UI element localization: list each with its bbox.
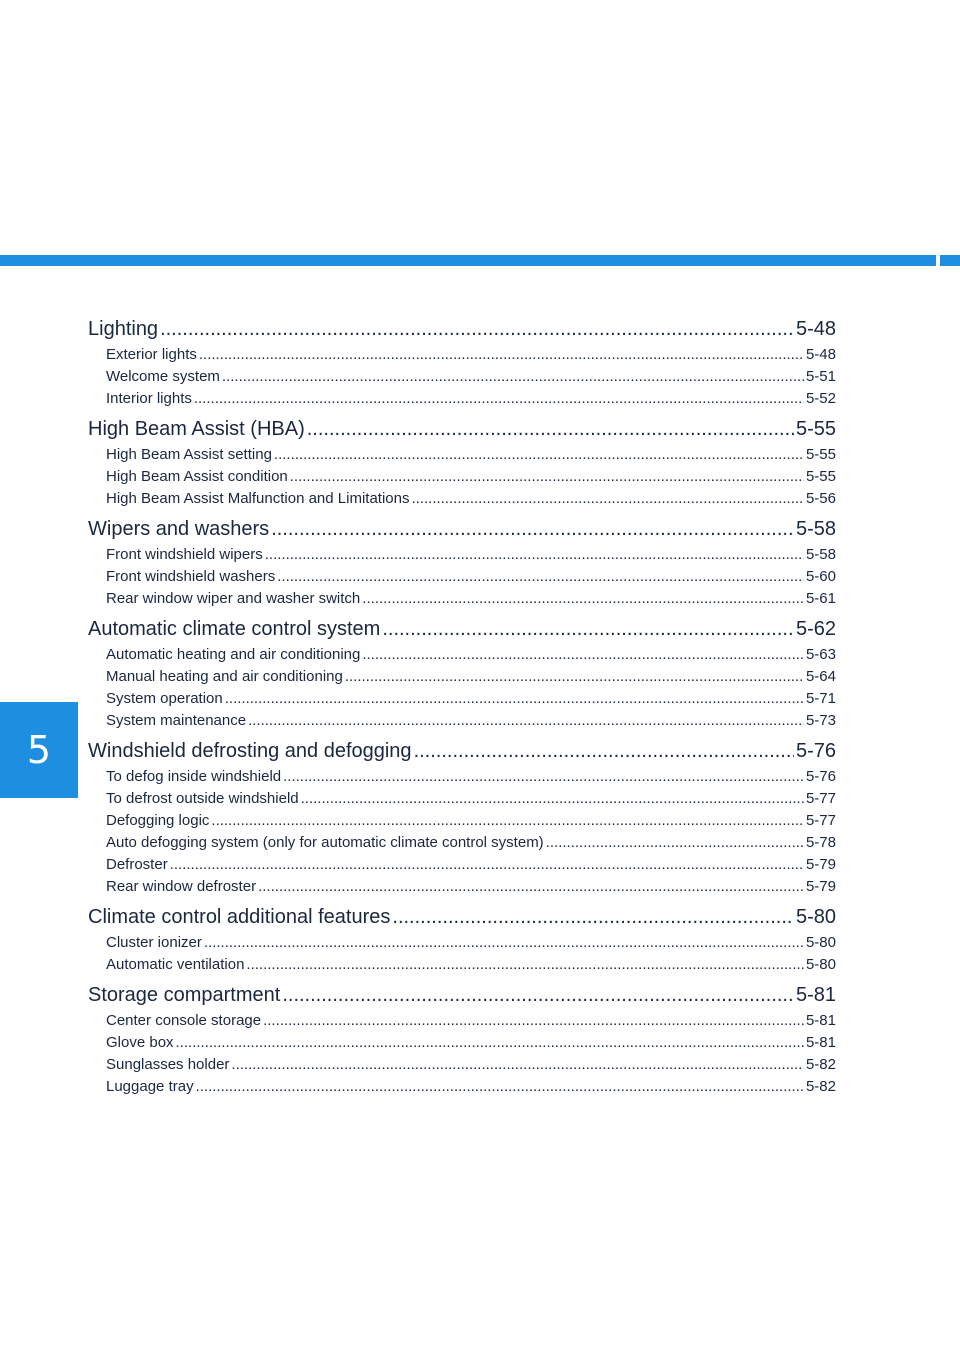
dot-leader — [290, 466, 804, 488]
dot-leader — [194, 388, 804, 410]
toc-entry-page: 5-55 — [805, 468, 836, 485]
toc-entry-page: 5-56 — [805, 490, 836, 507]
dot-leader — [246, 954, 804, 976]
toc-entry-title: Automatic ventilation — [106, 956, 245, 973]
toc-section — [88, 514, 836, 614]
toc-entry-page: 5-81 — [805, 1012, 836, 1029]
toc-entry-page: 5-80 — [805, 956, 836, 973]
toc-entry-title: High Beam Assist setting — [106, 446, 272, 463]
toc-entry-page: 5-80 — [805, 934, 836, 951]
toc-heading-page: 5-58 — [795, 518, 836, 540]
toc-entry-title: To defog inside windshield — [106, 768, 282, 785]
toc-section — [88, 314, 836, 414]
toc-entry[interactable] — [88, 344, 836, 366]
toc-entry[interactable] — [88, 854, 836, 876]
toc-heading-page: 5-76 — [795, 740, 836, 762]
dot-leader — [282, 980, 794, 1010]
dot-leader — [225, 688, 804, 710]
dot-leader — [411, 488, 803, 510]
dot-leader — [211, 810, 804, 832]
toc-entry[interactable] — [88, 666, 836, 688]
section-gap — [88, 1098, 836, 1102]
toc-entry-page: 5-63 — [805, 646, 836, 663]
toc-heading-title: Windshield defrosting and defogging — [88, 740, 412, 762]
toc-heading-page: 5-80 — [795, 906, 836, 928]
dot-leader — [382, 614, 794, 644]
toc-heading-title: Climate control additional features — [88, 906, 391, 928]
dot-leader — [362, 588, 804, 610]
toc-heading-title: Wipers and washers — [88, 518, 270, 540]
toc-entry[interactable] — [88, 544, 836, 566]
dot-leader — [301, 788, 804, 810]
dot-leader — [170, 854, 804, 876]
toc-entry[interactable] — [88, 466, 836, 488]
dot-leader — [265, 544, 804, 566]
toc-entry-title: Welcome system — [106, 368, 220, 385]
toc-section — [88, 736, 836, 902]
toc-entry-title: System operation — [106, 690, 223, 707]
toc-entry-title: Manual heating and air conditioning — [106, 668, 343, 685]
dot-leader — [271, 514, 794, 544]
header-band-notch — [936, 255, 940, 266]
toc-entry-page: 5-81 — [805, 1034, 836, 1051]
toc-heading-page: 5-62 — [795, 618, 836, 640]
toc-section — [88, 414, 836, 514]
toc-heading[interactable] — [88, 902, 836, 932]
toc-entry[interactable] — [88, 1032, 836, 1054]
toc-entry[interactable] — [88, 688, 836, 710]
dot-leader — [362, 644, 804, 666]
toc-heading-title: Lighting — [88, 318, 159, 340]
toc-entry-title: Cluster ionizer — [106, 934, 202, 951]
table-of-contents — [88, 314, 836, 1102]
toc-heading[interactable] — [88, 980, 836, 1010]
dot-leader — [392, 902, 794, 932]
toc-entry-page: 5-48 — [805, 346, 836, 363]
toc-entry[interactable] — [88, 444, 836, 466]
toc-entry-page: 5-55 — [805, 446, 836, 463]
toc-entry-title: Defroster — [106, 856, 168, 873]
toc-entry-title: Exterior lights — [106, 346, 197, 363]
toc-entry-title: Automatic heating and air conditioning — [106, 646, 361, 663]
toc-entry-title: Auto defogging system (only for automatic climate control system) — [106, 834, 544, 851]
toc-entry[interactable] — [88, 766, 836, 788]
toc-entry[interactable] — [88, 588, 836, 610]
toc-section — [88, 614, 836, 736]
toc-entry[interactable] — [88, 1054, 836, 1076]
dot-leader — [204, 932, 804, 954]
toc-entry[interactable] — [88, 1076, 836, 1098]
toc-entry-title: Front windshield washers — [106, 568, 276, 585]
dot-leader — [222, 366, 804, 388]
toc-entry[interactable] — [88, 388, 836, 410]
dot-leader — [274, 444, 804, 466]
toc-entry-page: 5-51 — [805, 368, 836, 385]
toc-entry-title: Center console storage — [106, 1012, 262, 1029]
dot-leader — [345, 666, 804, 688]
toc-entry-title: Rear window wiper and washer switch — [106, 590, 361, 607]
toc-entry-page: 5-82 — [805, 1056, 836, 1073]
toc-entry[interactable] — [88, 832, 836, 854]
dot-leader — [196, 1076, 804, 1098]
toc-entry-page: 5-77 — [805, 812, 836, 829]
dot-leader — [160, 314, 794, 344]
toc-heading-page: 5-48 — [795, 318, 836, 340]
dot-leader — [277, 566, 804, 588]
chapter-header-band — [0, 255, 960, 266]
toc-entry-title: Rear window defroster — [106, 878, 257, 895]
toc-entry[interactable] — [88, 566, 836, 588]
chapter-tab[interactable] — [0, 702, 78, 798]
toc-entry[interactable] — [88, 644, 836, 666]
toc-heading[interactable] — [88, 514, 836, 544]
toc-entry-page: 5-52 — [805, 390, 836, 407]
toc-heading-title: High Beam Assist (HBA) — [88, 418, 305, 440]
toc-entry-title: High Beam Assist condition — [106, 468, 288, 485]
toc-entry-page: 5-79 — [805, 878, 836, 895]
toc-entry-title: To defrost outside windshield — [106, 790, 299, 807]
toc-entry-page: 5-73 — [805, 712, 836, 729]
toc-entry-title: Front windshield wipers — [106, 546, 263, 563]
toc-entry-title: High Beam Assist Malfunction and Limitations — [106, 490, 410, 507]
toc-heading-page: 5-55 — [795, 418, 836, 440]
dot-leader — [258, 876, 804, 898]
toc-heading-title: Storage compartment — [88, 984, 281, 1006]
toc-entry[interactable] — [88, 488, 836, 510]
toc-entry-page: 5-77 — [805, 790, 836, 807]
toc-entry[interactable] — [88, 710, 836, 732]
toc-section — [88, 902, 836, 980]
toc-heading-title: Automatic climate control system — [88, 618, 381, 640]
toc-entry-page: 5-71 — [805, 690, 836, 707]
dot-leader — [176, 1032, 804, 1054]
toc-heading-page: 5-81 — [795, 984, 836, 1006]
dot-leader — [283, 766, 804, 788]
toc-entry-page: 5-82 — [805, 1078, 836, 1095]
toc-heading[interactable] — [88, 414, 836, 444]
toc-entry[interactable] — [88, 366, 836, 388]
toc-entry[interactable] — [88, 788, 836, 810]
toc-section — [88, 980, 836, 1102]
toc-entry-page: 5-76 — [805, 768, 836, 785]
toc-heading[interactable] — [88, 736, 836, 766]
dot-leader — [248, 710, 804, 732]
toc-entry-page: 5-60 — [805, 568, 836, 585]
toc-entry[interactable] — [88, 1010, 836, 1032]
toc-entry-title: Glove box — [106, 1034, 174, 1051]
toc-entry-title: Interior lights — [106, 390, 192, 407]
toc-entry-page: 5-58 — [805, 546, 836, 563]
toc-entry-page: 5-78 — [805, 834, 836, 851]
toc-entry[interactable] — [88, 876, 836, 898]
dot-leader — [263, 1010, 804, 1032]
toc-entry[interactable] — [88, 954, 836, 976]
dot-leader — [231, 1054, 804, 1076]
toc-entry-page: 5-79 — [805, 856, 836, 873]
toc-entry[interactable] — [88, 932, 836, 954]
dot-leader — [546, 832, 804, 854]
dot-leader — [199, 344, 804, 366]
dot-leader — [307, 414, 794, 444]
toc-heading[interactable] — [88, 614, 836, 644]
chapter-number: 5 — [26, 728, 52, 772]
toc-entry-title: System maintenance — [106, 712, 247, 729]
toc-entry[interactable] — [88, 810, 836, 832]
toc-heading[interactable] — [88, 314, 836, 344]
toc-entry-title: Luggage tray — [106, 1078, 194, 1095]
toc-entry-page: 5-64 — [805, 668, 836, 685]
toc-entry-title: Defogging logic — [106, 812, 210, 829]
toc-entry-title: Sunglasses holder — [106, 1056, 230, 1073]
toc-entry-page: 5-61 — [805, 590, 836, 607]
dot-leader — [414, 736, 794, 766]
